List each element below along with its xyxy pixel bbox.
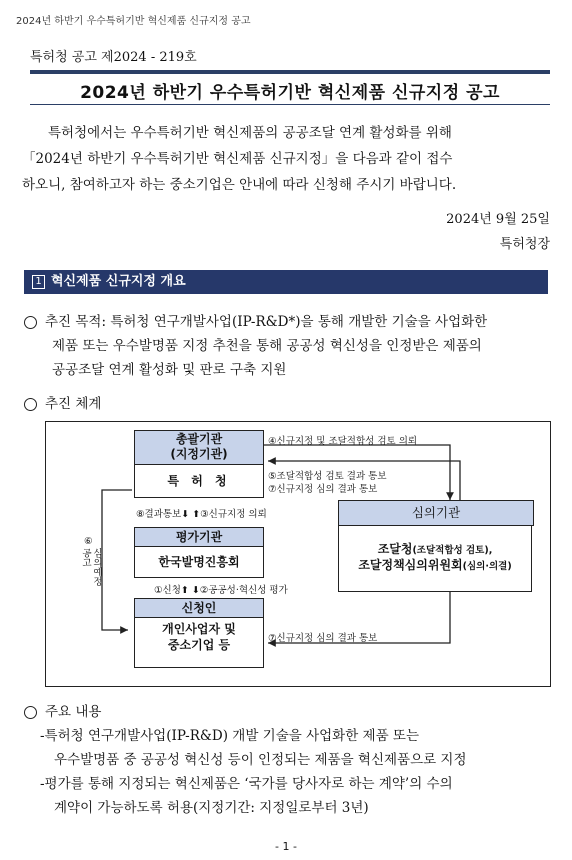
step-7b-label: ⑦신규지정 심의 결과 통보 [268,633,378,644]
step-7a-label: ⑦신규지정 심의 결과 통보 [268,484,378,495]
council-body-paren: (조달적합성 검토), [412,545,493,556]
main-item-1-line2: 우수발명품 중 공공성 혁신성 등이 인정되는 제품을 혁신제품으로 지정 [54,752,467,768]
step-6-label: 심의예정공고 [80,548,102,586]
circle-bullet-icon [24,706,37,719]
council-body-main: 조달청 [377,542,413,556]
council-body [338,526,532,592]
page-number: - 1 - [275,840,297,853]
coordinator-body: 특 허 청 [134,465,264,498]
step-8-3-label: ⑧결과통보⬇ ⬆③신규지정 의뢰 [136,509,267,520]
step-4-label: ④신규지정 및 조달적합성 검토 의뢰 [268,436,418,447]
purpose-line: 제품 또는 우수발명품 지정 추천을 통해 공공성 혁신성을 인정받은 제품의 [52,338,482,354]
evaluator-head: 평가기관 [134,527,264,547]
system-label: 추진 체계 [45,396,102,412]
applicant-head: 신청인 [134,598,264,618]
evaluator-body: 한국발명진흥회 [134,547,264,578]
step-5-label: ⑤조달적합성 검토 결과 통보 [268,471,387,482]
council-head: 심의기관 [338,500,534,526]
section-number: 1 [32,275,45,289]
coordinator-head: 총괄기관 (지정기관) [134,430,264,465]
purpose-label: 추진 목적: [45,314,107,330]
main-item-2-line1: -평가를 통해 지정되는 혁신제품은 ‘국가를 당사자로 하는 계약’의 수의 [40,776,453,792]
applicant-body: 개인사업자 및 중소기업 등 [134,618,264,668]
signatory: 특허청장 [499,237,550,252]
intro-line: 특허청에서는 우수특허기반 혁신제품의 공공조달 연계 활성화를 위해 [48,125,452,141]
page-title: 2024년 하반기 우수특허기반 혁신제품 신규지정 공고 [80,83,500,103]
main-content-bullet [24,700,101,724]
main-item-2-line2: 계약이 가능하도록 허용(지정기간: 지정일로부터 3년) [54,800,369,816]
council-body-paren2: (심의·의결) [462,561,512,572]
notice-date: 2024년 9월 25일 [446,212,550,227]
purpose-line: 특허청 연구개발사업(IP-R&D*)을 통해 개발한 기술을 사업화한 [110,314,488,330]
section-title: 혁신제품 신규지정 개요 [51,274,186,289]
step-6-number: ⑥ [84,536,93,547]
main-content-label: 주요 내용 [45,704,102,720]
purpose-line: 공공조달 연계 활성화 및 판로 구축 지원 [52,362,287,378]
notice-number: 특허청 공고 제2024 - 219호 [30,50,197,65]
main-item-1-line1: -특허청 연구개발사업(IP-R&D) 개발 기술을 사업화한 제품 또는 [40,728,419,744]
intro-line: 「2024년 하반기 우수특허기반 혁신제품 신규지정」을 다음과 같이 접수 [22,151,453,167]
council-body-main2: 조달정책심의위원회 [358,558,463,572]
intro-line: 하오니, 참여하고자 하는 중소기업은 안내에 따라 신청해 주시기 바랍니다. [22,177,457,193]
running-header: 2024년 하반기 우수특허기반 혁신제품 신규지정 공고 [16,16,251,27]
step-1-2-label: ①신청⬆ ⬇②공공성·혁신성 평가 [154,585,288,596]
